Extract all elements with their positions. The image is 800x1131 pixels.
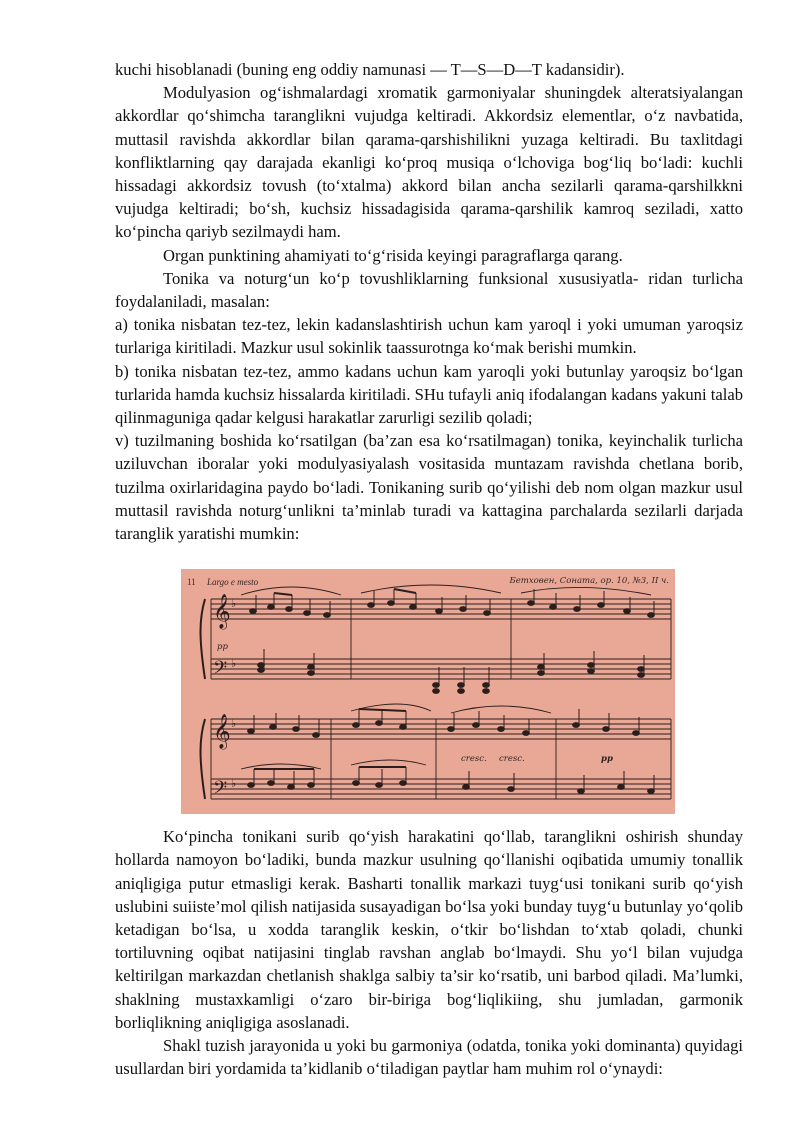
text-block-bottom	[115, 825, 743, 1080]
dynamic-pp: pp	[217, 642, 228, 653]
document-page	[115, 58, 743, 1081]
paragraph: Organ punktining ahamiyati to‘g‘risida keyingi paragraflarga qarang.	[163, 245, 623, 265]
music-score-image	[181, 569, 675, 814]
music-score-figure	[181, 569, 675, 814]
paragraph: b) tonika nisbatan tez-tez, ammo kadans uchun kam yaroqli yoki butunlay yaroqsiz bo‘lgan turlarida hamda kuchsiz hissalarda kiritiladi. SHu tufayli aniq ifodalangan kadans yakuni talab qilinmaguniga qadar kelgusi harakatlar zarurligi sezilib qoladi;	[115, 361, 743, 428]
figure-number: 11	[187, 577, 196, 588]
paragraph: Shakl tuzish jarayonida u yoki bu garmoniya (odatda, tonika yoki dominanta) quyidagi usullardan biri yordamida ta’kidlanib o‘tiladigan paytlar ham muhim rol o‘ynaydi:	[115, 1036, 743, 1079]
paragraph: Ko‘pincha tonikani surib qo‘yish harakatini qo‘llab, taranglikni oshirish shunday hollarda namoyon bo‘ladiki, bunda mazkur usulning qo‘llanishi oqibatida umumiy tonallik aniqligiga putur etmasligi kerak. Basharti tonallik markazi tuyg‘usi tonikani surib qo‘yish uslubini suiiste’mol qilish natijasida susayadigan bo‘lsa yoki bunday tuyg‘u butunlay yo‘qolib ketadigan bo‘lsa, u xodda taranglik keskin, o‘tkir bo‘lishdan to‘xtab qoladi, chunki tortiluvning oqibat natijasini tinglab ravshan anglab bo‘lmaydi. Shu yo‘l bilan vujudga keltirilgan markazdan chetlanish shaklga salbiy ta’sir ko‘rsatib, uni barbod qiladi. Ma’lumki, shaklning mustaxkamligi o‘zaro bir-biriga bog‘liqlikiing, shu jumladan, garmonik borliqlikning aniqligiga asoslanadi.	[115, 827, 743, 1032]
paragraph: Modulyasion og‘ishmalardagi xromatik garmoniyalar shuningdek alteratsiyalangan akkordlar qo‘shimcha taranglikni vujudga keltiradi. Akkordsiz elementlar, o‘z navbatida, muttasil ravishda akkordlar bilan qarama-qarshishilikni yuzaga keltiradi. Bu taxlitdagi konfliktlarning qay darajada ekanligi ko‘proq musiqa o‘lchoviga bog‘liq bo‘ladi: kuchli hissadagi akkordsiz tovush (to‘xtalma) akkord bilan ancha sezilarli qarama-qarshilkkni vujudga keltiradi; bo‘sh, kuchsiz hissadagisida qarama-qarshilik kamroq seziladi, xatto ko‘pincha qariyb sezilmaydi ham.	[115, 83, 743, 242]
svg-text:♭: ♭	[231, 597, 237, 611]
dynamic-cresc-2: cresc.	[499, 754, 525, 765]
paragraph: v) tuzilmaning boshida ko‘rsatilgan (ba’zan esa ko‘rsatilmagan) tonika, keyinchalik turlicha uziluvchan iboralar yoki modulyasiyalash vositasida muntazam ravishda chetlana borib, tuzilma oxirlaridagina paydo bo‘ladi. Tonikaning surib qo‘yilishi deb nom olgan mazkur usul muttasil ravishda noturg‘unlikni ta’minlab turadi va kattagina parchalarda sezilarli darjada taranglik yaratishi mumkin:	[115, 431, 743, 544]
svg-text:𝄢: 𝄢	[213, 658, 228, 684]
svg-text:♭: ♭	[231, 657, 237, 671]
dynamic-cresc-1: cresc.	[461, 754, 487, 765]
paragraph: kuchi hisoblanadi (buning eng oddiy namunasi — T—S—D—T kadansidir).	[115, 60, 625, 79]
svg-text:♭: ♭	[231, 717, 237, 731]
svg-text:𝄞: 𝄞	[213, 714, 231, 750]
paragraph: Tonika va noturg‘un ko‘p tovushliklarning funksional xususiyatla- ridan turlicha foydalaniladi, masalan:	[115, 268, 743, 312]
svg-text:𝄞: 𝄞	[213, 594, 231, 630]
paragraph: a) tonika nisbatan tez-tez, lekin kadanslashtirish uchun kam yaroql i yoki umuman yaroqsiz turlariga kiritiladi. Mazkur usul sokinlik taassurotnga ko‘mak berishi mumkin.	[115, 315, 743, 358]
dynamic-pp-2: pp	[601, 754, 613, 765]
figure-tempo: Largo e mesto	[207, 577, 259, 588]
svg-text:𝄢: 𝄢	[213, 778, 228, 804]
svg-text:♭: ♭	[231, 777, 237, 791]
text-block-top	[115, 58, 743, 545]
figure-source: Бетховен, Соната, ор. 10, №3, II ч.	[509, 576, 669, 587]
